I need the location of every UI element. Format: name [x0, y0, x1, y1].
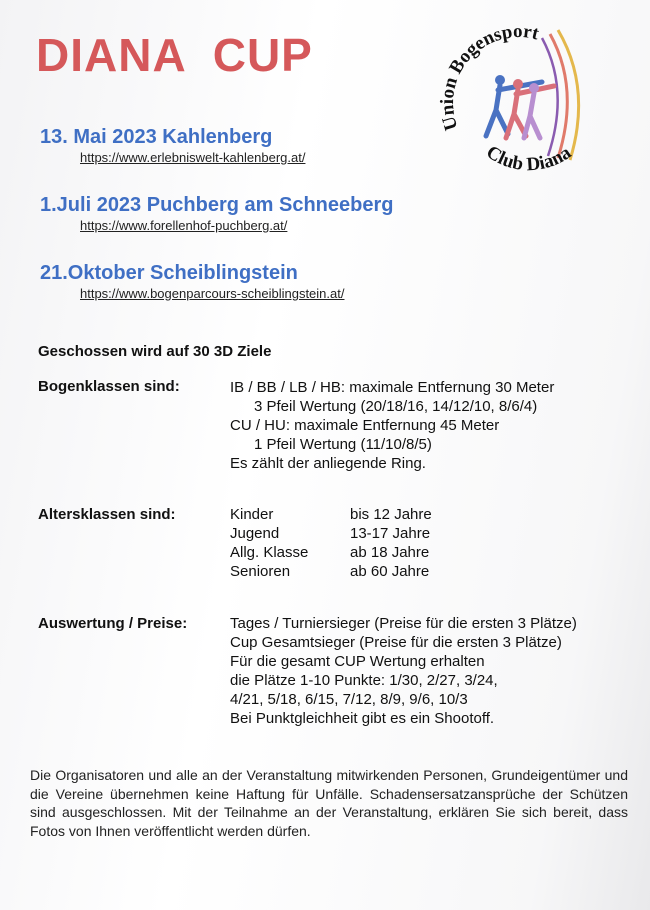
- club-logo: [430, 18, 610, 188]
- event-link[interactable]: https://www.forellenhof-puchberg.at/: [80, 218, 288, 233]
- age-row: Jugend 13-17 Jahre: [230, 525, 431, 542]
- bogenklassen-line: 3 Pfeil Wertung (20/18/16, 14/12/10, 8/6/4): [254, 398, 538, 415]
- event-title: 21.Oktober Scheiblingstein: [40, 262, 298, 284]
- disclaimer-text: Die Organisatoren und alle an der Veranstaltung mitwirkenden Personen, Grundeigentümer und die Vereine übernehmen keine Haftung für Unfälle. Schadensersatzansprüche der Schützen sind ausgeschlossen. Mit der Teilnahme an der Veranstaltung, erklären Sie sich bereit, dass Fotos von Ihnen veröffentlicht werden dürfen.: [30, 767, 628, 839]
- age-row: Kinder bis 12 Jahre: [230, 506, 432, 523]
- event-title: 1.Juli 2023 Puchberg am Schneeberg: [40, 194, 394, 216]
- bogenklassen-line: CU / HU: maximale Entfernung 45 Meter: [230, 417, 500, 434]
- bogenklassen-line: IB / BB / LB / HB: maximale Entfernung 30 Meter: [230, 379, 555, 396]
- auswertung-line: Für die gesamt CUP Wertung erhalten: [230, 653, 485, 670]
- auswertung-line: die Plätze 1-10 Punkte: 1/30, 2/27, 3/24,: [230, 672, 498, 689]
- auswertung-line: Tages / Turniersieger (Preise für die ersten 3 Plätze): [230, 615, 577, 632]
- altersklassen-list: [230, 505, 432, 581]
- bow-purple: [542, 38, 558, 156]
- event-kahlenberg: [40, 126, 305, 165]
- intro-text: Geschossen wird auf 30 3D Ziele: [38, 343, 272, 360]
- event-title: 13. Mai 2023 Kahlenberg: [40, 126, 273, 148]
- auswertung-label: Auswertung / Preise:: [38, 615, 188, 632]
- age-row: Allg. Klasse ab 18 Jahre: [230, 544, 430, 561]
- event-link[interactable]: https://www.erlebniswelt-kahlenberg.at/: [80, 150, 306, 165]
- logo-bottom-text: Club Diana: [482, 141, 576, 176]
- auswertung-line: Bei Punktgleichheit gibt es ein Shootoff.: [230, 710, 495, 727]
- bogenklassen-line: 1 Pfeil Wertung (11/10/8/5): [254, 436, 432, 453]
- bogenklassen-line: Es zählt der anliegende Ring.: [230, 455, 426, 472]
- bogenklassen-list: [230, 378, 554, 473]
- auswertung-line: 4/21, 5/18, 6/15, 7/12, 8/9, 9/6, 10/3: [230, 691, 468, 708]
- event-link[interactable]: https://www.bogenparcours-scheiblingstein.at/: [80, 286, 345, 301]
- archer-figures: [486, 75, 554, 138]
- bogenklassen-label: Bogenklassen sind:: [38, 378, 180, 395]
- age-row: Senioren ab 60 Jahre: [230, 563, 430, 580]
- altersklassen-label: Altersklassen sind:: [38, 506, 176, 523]
- logo-top-text: Union Bogensport: [436, 21, 541, 133]
- page-title: DIANA CUP: [36, 29, 313, 81]
- auswertung-list: [230, 614, 577, 728]
- auswertung-line: Cup Gesamtsieger (Preise für die ersten 3 Plätze): [230, 634, 562, 651]
- event-puchberg: [40, 194, 393, 233]
- event-scheiblingstein: [40, 262, 344, 301]
